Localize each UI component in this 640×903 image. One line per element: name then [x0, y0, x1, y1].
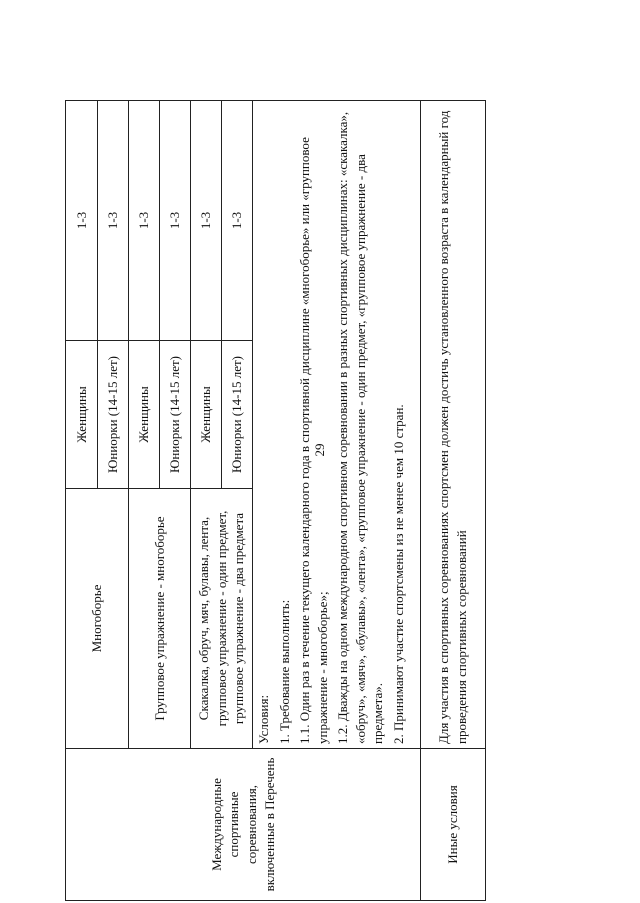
other-conditions-label: Иные условия [445, 785, 461, 864]
conditions-requirement: 1. Требование выполнить: [276, 599, 292, 744]
group-label: Юниорки (14-15 лет) [167, 356, 183, 473]
table-row [66, 101, 98, 901]
places-cell [222, 101, 253, 341]
places-value: 1-3 [136, 211, 152, 230]
places-cell [66, 101, 98, 341]
table-row [421, 101, 486, 901]
section-label: Международные спортивные соревнования, включенные в Перечень [208, 757, 277, 892]
places-value: 1-3 [105, 211, 121, 230]
group-label: Женщины [73, 386, 89, 443]
other-text-cell [421, 101, 486, 749]
places-value: 1-3 [198, 211, 214, 230]
group-cell [222, 341, 253, 489]
conditions-item-1-1: 1.1. Один раз в течение текущего календарного года в спортивной дисциплине «многоборье» или «групповое упражнение - многоборье»; [297, 137, 330, 744]
discipline-name-cell [191, 489, 253, 749]
group-label: Женщины [198, 386, 214, 443]
places-cell [98, 101, 129, 341]
places-cell [160, 101, 191, 341]
conditions-item-1-2: 1.2. Дважды на одном международном спортивном соревновании в разных спортивных дисциплинах: «скакалка», «обруч», «мяч», «булавы», «лента», «групповое упражнение - один предмет, «групповое упражнение - два предмета». [335, 111, 386, 744]
discipline-name: Скакалка, обруч, мяч, булавы, лента, групповое упражнение - один предмет, групповое упражнение - два предмета [196, 510, 247, 727]
places-cell [191, 101, 222, 341]
discipline-name-cell [66, 489, 129, 749]
group-cell [191, 341, 222, 489]
group-label: Юниорки (14-15 лет) [229, 356, 245, 473]
page-number: 29 [312, 443, 327, 457]
places-value: 1-3 [167, 211, 183, 230]
places-value: 1-3 [73, 211, 89, 230]
rotated-document [65, 101, 485, 901]
group-label: Женщины [136, 386, 152, 443]
group-cell [129, 341, 160, 489]
group-cell [160, 341, 191, 489]
group-cell [66, 341, 98, 489]
conditions-item-2: 2. Принимают участие спортсмены из не менее чем 10 стран. [390, 404, 406, 744]
group-cell [98, 341, 129, 489]
places-value: 1-3 [229, 211, 245, 230]
discipline-name-cell [129, 489, 191, 749]
other-label-cell [421, 749, 486, 901]
other-conditions-text: Для участия в спортивных соревнованиях спортсмен должен достичь установленного возраста в календарный год проведения спортивных соревнований [436, 110, 469, 744]
conditions-title: Условия: [256, 694, 271, 744]
places-cell [129, 101, 160, 341]
group-label: Юниорки (14-15 лет) [105, 356, 121, 473]
discipline-name: Групповое упражнение - многоборье [151, 516, 167, 721]
requirements-table [65, 100, 486, 901]
section-label-cell [66, 749, 421, 901]
conditions-cell [253, 101, 421, 749]
discipline-name: Многоборье [89, 584, 105, 653]
